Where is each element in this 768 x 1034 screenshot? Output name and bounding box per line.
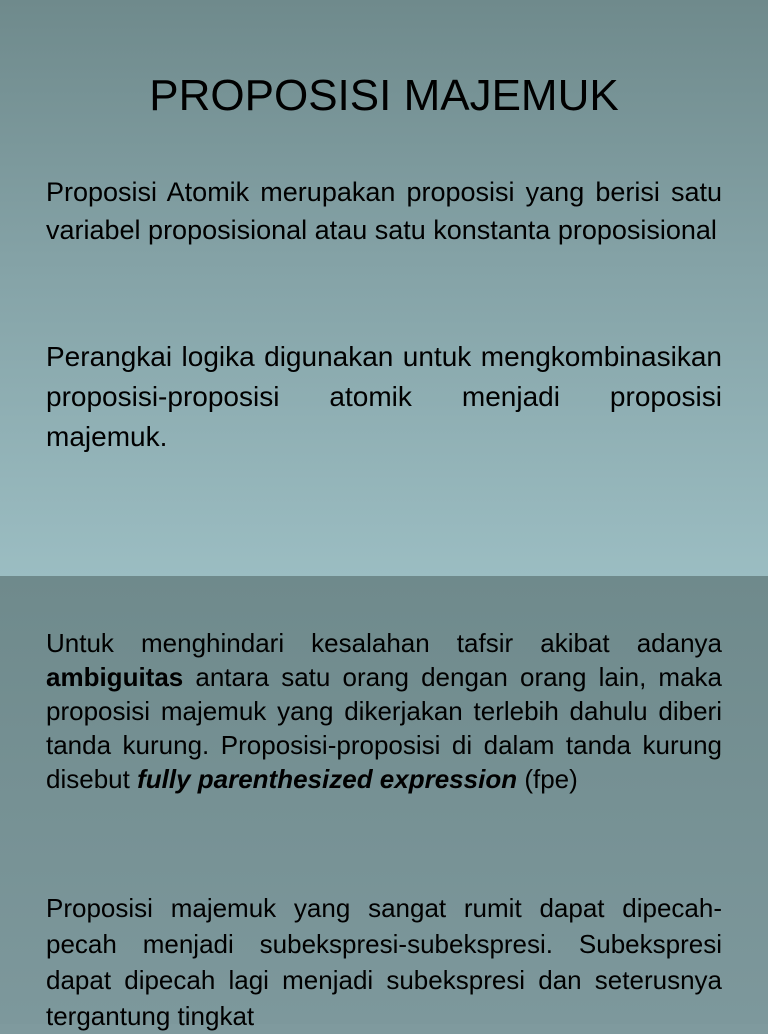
slide-title: PROPOSISI MAJEMUK xyxy=(149,71,619,120)
paragraph-logical-connectives: Perangkai logika digunakan untuk mengkombinasikan proposisi-proposisi atomik menjadi proposisi majemuk. xyxy=(46,341,722,452)
ambiguity-text-2: antara satu orang dengan orang lain, maka proposisi majemuk yang dikerjakan terlebih dahulu diberi tanda kurung. Proposisi-proposisi di dalam tanda kurung disebut xyxy=(46,662,722,794)
ambiguity-text-3: (fpe) xyxy=(517,764,578,794)
ambiguity-term: ambiguitas xyxy=(46,662,184,692)
paragraph-subexpressions: Proposisi majemuk yang sangat rumit dapat dipecah-pecah menjadi subekspresi-subekspresi. Subekspresi dapat dipecah lagi menjadi subekspresi dan seterusnya tergantung tingkat xyxy=(46,893,722,1031)
paragraph-ambiguity xyxy=(46,626,722,796)
ambiguity-text-1: Untuk menghindari kesalahan tafsir akibat adanya xyxy=(46,628,722,658)
fpe-term: fully parenthesized expression xyxy=(137,764,518,794)
paragraph-atomic-proposition: Proposisi Atomik merupakan proposisi yang berisi satu variabel proposisional atau satu konstanta proposisional xyxy=(46,177,722,245)
